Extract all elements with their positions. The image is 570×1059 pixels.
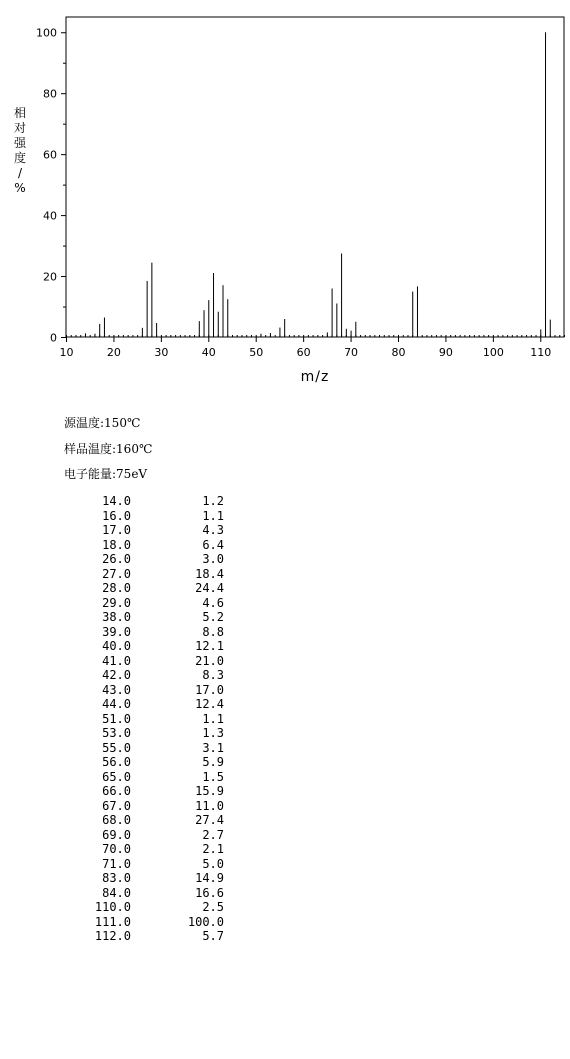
peak-table-row [80,552,224,567]
peak-intensity: 2.1 [202,842,224,856]
peak-table-row [80,741,224,756]
peak-mz: 66.0 [102,784,131,798]
peak-mz: 39.0 [102,624,131,639]
source-temperature: 源温度:150℃ [64,416,141,430]
peak-intensity: 1.5 [202,769,224,784]
peak-intensity: 8.3 [202,668,224,682]
peak-mz: 17.0 [102,523,131,537]
peak-table-row [80,770,224,785]
x-tick-label: 90 [438,346,453,359]
peak-table-row [80,813,224,828]
peak-intensity: 6.4 [202,537,224,552]
peak-intensity: 1.3 [202,726,224,740]
peak-mz: 67.0 [102,798,131,813]
y-axis-ticks [36,27,66,345]
peak-table-row [80,929,224,944]
peak-table-row [80,596,224,611]
y-tick-label: 80 [43,87,57,101]
x-axis-ticks [60,337,552,359]
peak-mz: 51.0 [102,711,131,726]
y-axis-label-char: 对 [13,121,27,135]
peak-table-row [80,494,224,509]
peak-intensity: 17.0 [195,682,224,697]
peak-mz: 26.0 [102,552,131,566]
peak-table-row [80,668,224,683]
peak-table-row [80,581,224,596]
y-axis-label-char: 相 [13,106,27,120]
peak-table-row [80,900,224,915]
peak-mz: 111.0 [94,914,131,929]
peak-intensity: 24.4 [195,581,224,595]
peak-table-row [80,523,224,538]
y-tick-label: 60 [43,148,57,162]
peak-intensity: 11.0 [195,798,224,813]
peak-mz: 41.0 [102,653,131,668]
x-tick-label: 40 [201,346,216,359]
electron-energy: 电子能量:75eV [64,467,148,481]
peak-intensity: 1.1 [202,508,224,523]
peak-mz: 84.0 [102,885,131,900]
x-tick-label: 80 [391,346,406,359]
peak-table-row [80,842,224,857]
peak-mz: 40.0 [102,639,131,653]
peak-intensity: 14.9 [195,871,224,885]
peak-mz: 68.0 [102,813,131,827]
peak-intensity: 18.4 [195,566,224,581]
peak-mz: 69.0 [102,827,131,842]
mass-spectrum-chart [0,0,570,390]
y-axis-label [14,105,27,195]
peak-intensity: 12.4 [195,697,224,711]
y-axis-label-char: 强 [13,136,27,150]
peak-intensity: 4.6 [202,595,224,610]
peak-table-row [80,784,224,799]
x-tick-label: 60 [296,346,311,359]
peak-table-row [80,538,224,553]
peak-table-row [80,712,224,727]
y-axis-label-char: 度 [13,151,27,165]
peak-mz: 43.0 [102,682,131,697]
x-tick-label: 50 [249,346,264,359]
peak-mz: 38.0 [102,610,131,624]
peak-intensity: 8.8 [202,624,224,639]
peak-mz: 27.0 [102,566,131,581]
peak-table [80,494,224,944]
peak-intensity: 15.9 [195,784,224,798]
x-axis-label: m/z [300,369,330,385]
peak-intensity: 2.7 [202,827,224,842]
peak-table-row [80,857,224,872]
peak-intensity: 5.2 [202,610,224,624]
peak-mz: 16.0 [102,508,131,523]
sample-temperature: 样品温度:160℃ [64,442,153,456]
y-tick-label: 40 [43,209,57,223]
x-tick-label: 70 [344,346,359,359]
peak-table-row [80,683,224,698]
peak-mz: 110.0 [94,900,131,914]
peak-intensity: 100.0 [187,914,224,929]
y-axis-label-char: / [17,166,23,180]
y-tick-label: 20 [43,270,57,284]
peak-intensity: 2.5 [202,900,224,914]
x-tick-label: 30 [154,346,169,359]
peak-table-row [80,610,224,625]
peak-intensity: 16.6 [195,885,224,900]
peak-intensity: 3.1 [202,740,224,755]
peak-intensity: 12.1 [195,639,224,653]
peak-table-row [80,625,224,640]
peak-intensity: 4.3 [202,523,224,537]
peak-mz: 18.0 [102,537,131,552]
peak-intensity: 1.1 [202,711,224,726]
peak-table-row [80,915,224,930]
peak-table-row [80,726,224,741]
y-axis-label-char: % [14,181,26,195]
x-tick-label: 100 [482,346,504,359]
peak-table-row [80,509,224,524]
peak-mz: 71.0 [102,856,131,871]
peak-intensity: 27.4 [195,813,224,827]
peak-intensity: 5.0 [202,856,224,871]
peak-table-row [80,654,224,669]
peak-table-row [80,886,224,901]
peak-table-row [80,799,224,814]
peak-intensity: 3.0 [202,552,224,566]
peak-mz: 28.0 [102,581,131,595]
peak-mz: 70.0 [102,842,131,856]
x-tick-label: 10 [59,346,74,359]
y-tick-label: 0 [50,331,57,345]
peak-mz: 65.0 [102,769,131,784]
peak-table-row [80,828,224,843]
peak-table-row [80,639,224,654]
peak-mz: 83.0 [102,871,131,885]
x-tick-label: 20 [106,346,121,359]
y-tick-label: 100 [36,26,57,40]
plot-frame [66,17,564,337]
x-tick-label: 110 [530,346,552,359]
peak-intensity: 5.7 [202,929,224,943]
peak-table-row [80,567,224,582]
peak-table-row [80,755,224,770]
peak-mz: 44.0 [102,697,131,711]
peak-intensity: 5.9 [202,755,224,769]
peak-table-row [80,697,224,712]
peak-mz: 112.0 [94,929,131,943]
peak-mz: 56.0 [102,755,131,769]
peak-table-row [80,871,224,886]
peak-mz: 53.0 [102,726,131,740]
peak-intensity: 21.0 [195,653,224,668]
peak-intensity: 1.2 [202,494,224,508]
peak-mz: 42.0 [102,668,131,682]
spectrum-peaks [85,32,550,337]
peak-mz: 14.0 [102,494,131,508]
peak-mz: 29.0 [102,595,131,610]
peak-mz: 55.0 [102,740,131,755]
